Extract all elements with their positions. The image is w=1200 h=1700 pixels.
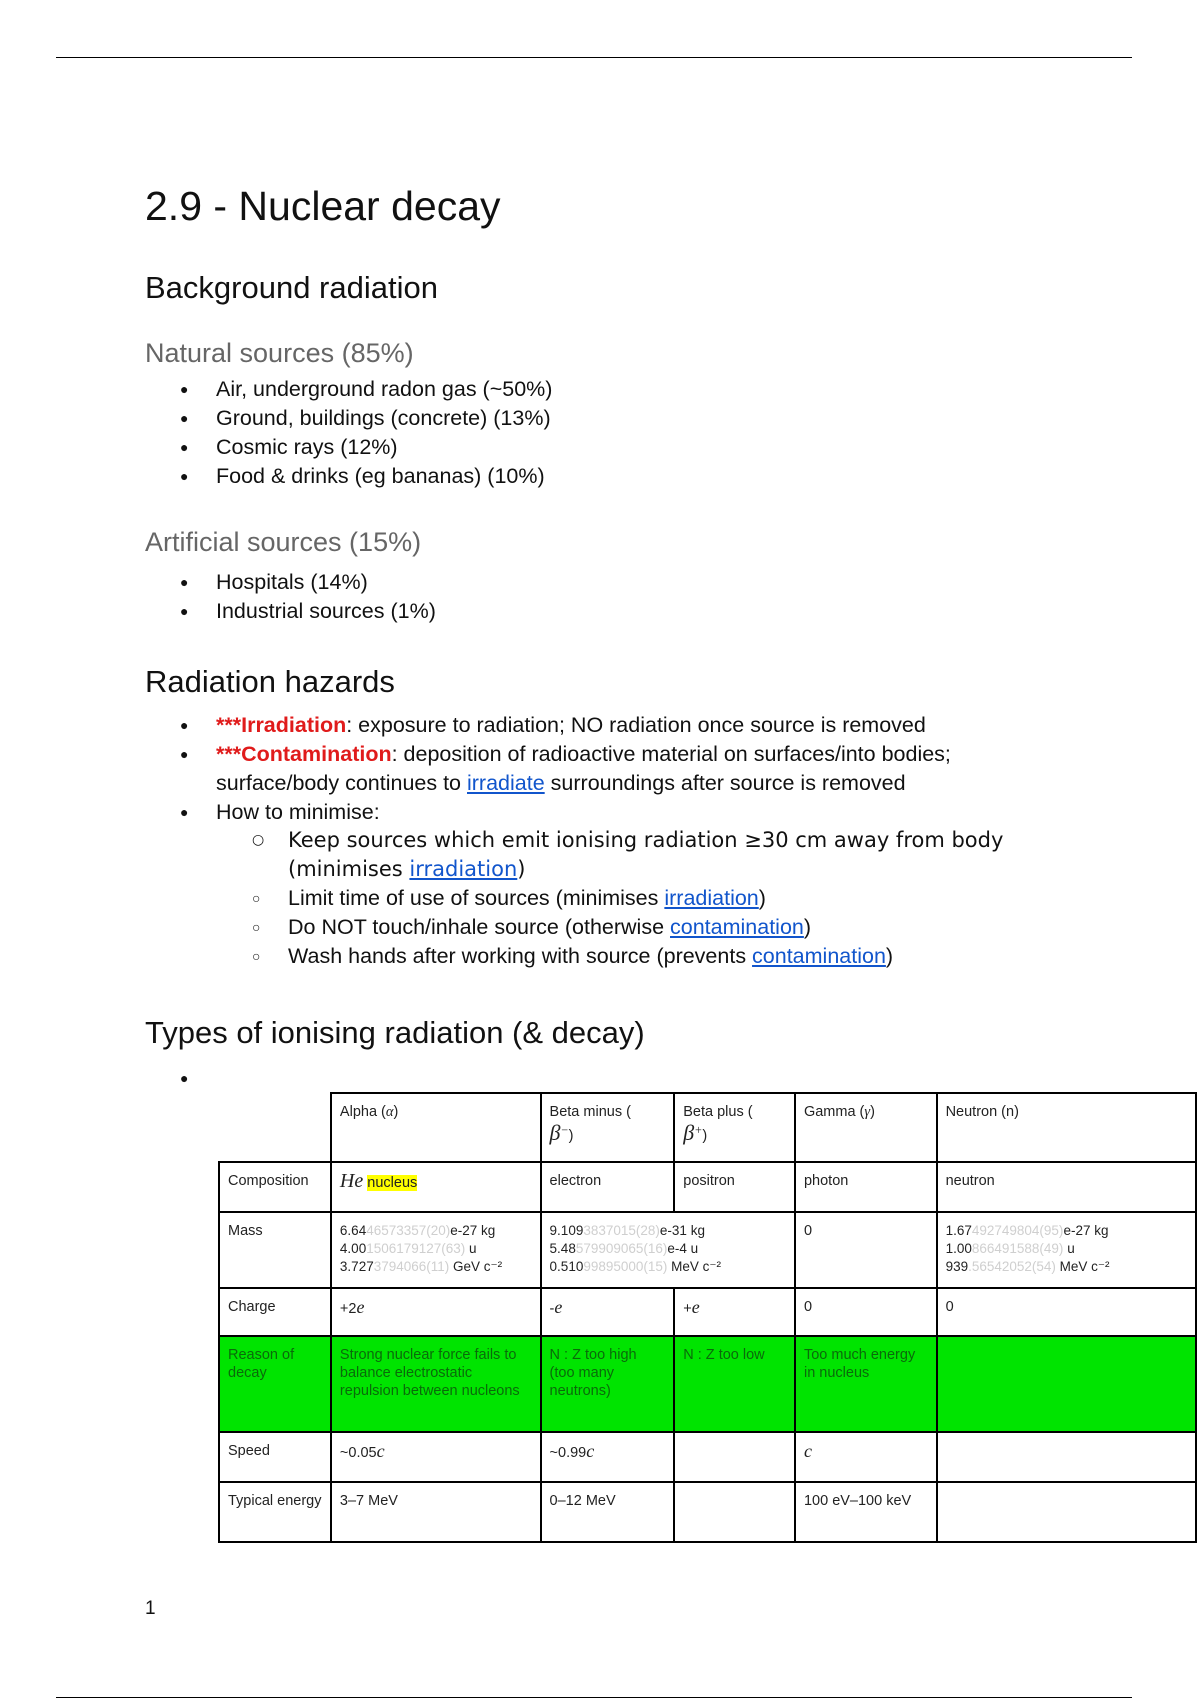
cell: photon	[795, 1162, 937, 1212]
table-row-speed	[219, 1432, 1196, 1482]
list-item: ○ Wash hands after working with source (prevents contamination)	[144, 942, 1003, 971]
table-row-charge	[219, 1288, 1196, 1336]
cell: 6.6446573357(20)e-27 kg 4.001506179127(63) u 3.7273794066(11) GeV c⁻²	[331, 1212, 541, 1288]
cell: +2e	[331, 1288, 541, 1336]
subheading-natural-sources: Natural sources (85%)	[145, 338, 414, 368]
row-label: Speed	[219, 1432, 331, 1482]
bottom-rule	[56, 1697, 1132, 1698]
section-heading-hazards: Radiation hazards	[145, 664, 395, 699]
term-contamination: ***Contamination	[216, 742, 392, 766]
cell: 1.67492749804(95)e-27 kg 1.00866491588(49) u 939.56542052(54) MeV c⁻²	[937, 1212, 1196, 1288]
header-neutron: Neutron (n)	[937, 1093, 1196, 1162]
highlighted-text: nucleus	[367, 1175, 418, 1191]
cell	[937, 1432, 1196, 1482]
definition-text: surface/body continues to	[216, 771, 467, 795]
radiation-types-table	[218, 1092, 1197, 1543]
cell	[937, 1482, 1196, 1542]
cell: 100 eV–100 keV	[795, 1482, 937, 1542]
cell: positron	[674, 1162, 795, 1212]
header-beta-minus: Beta minus ( β−)	[541, 1093, 675, 1162]
helium-symbol: He	[339, 1170, 364, 1192]
cell: 9.1093837015(28)e-31 kg 5.48579909065(16)e-4 u 0.51099895000(15) MeV c⁻²	[541, 1212, 795, 1288]
page-title: 2.9 - Nuclear decay	[145, 183, 501, 229]
cell: N : Z too high (too many neutrons)	[541, 1336, 675, 1432]
cell: +e	[674, 1288, 795, 1336]
empty-list-item	[144, 1064, 222, 1093]
header-alpha: Alpha (α)	[331, 1093, 541, 1162]
cell: Strong nuclear force fails to balance electrostatic repulsion between nucleons	[331, 1336, 541, 1432]
cell: 3–7 MeV	[331, 1482, 541, 1542]
beta-symbol: β	[549, 1119, 561, 1145]
top-rule	[56, 57, 1132, 58]
row-label: Reason of decay	[219, 1336, 331, 1432]
irradiation-link[interactable]: irradiation	[409, 857, 518, 881]
natural-sources-list	[144, 375, 552, 491]
list-item: ● Air, underground radon gas (~50%)	[144, 375, 552, 404]
list-item-contamination	[144, 740, 951, 798]
list-item: ● Industrial sources (1%)	[144, 597, 436, 626]
term-irradiation: ***Irradiation	[216, 713, 347, 737]
cell: -e	[541, 1288, 675, 1336]
table-row-composition	[219, 1162, 1196, 1212]
list-item: ● Cosmic rays (12%)	[144, 433, 552, 462]
cell: 0	[795, 1288, 937, 1336]
cell: ~0.99c	[541, 1432, 675, 1482]
alpha-symbol: α	[385, 1104, 394, 1120]
list-item: ○ Keep sources which emit ionising radiation ≥30 cm away from body (minimises irradiation)	[144, 826, 1003, 884]
cell: 0	[795, 1212, 937, 1288]
hazards-list	[144, 711, 951, 827]
header-gamma: Gamma (γ)	[795, 1093, 937, 1162]
table-row-energy	[219, 1482, 1196, 1542]
contamination-link[interactable]: contamination	[752, 944, 886, 968]
table-row-mass	[219, 1212, 1196, 1288]
cell: neutron	[937, 1162, 1196, 1212]
cell	[674, 1482, 795, 1542]
definition-text: : deposition of radioactive material on surfaces/into bodies;	[391, 742, 951, 766]
row-label: Typical energy	[219, 1482, 331, 1542]
contamination-link[interactable]: contamination	[670, 915, 804, 939]
table-header-row	[219, 1093, 1196, 1162]
cell: electron	[541, 1162, 675, 1212]
definition-text: surroundings after source is removed	[544, 771, 906, 795]
beta-symbol: β	[683, 1119, 695, 1145]
list-item: ● Hospitals (14%)	[144, 568, 436, 597]
cell: ~0.05c	[331, 1432, 541, 1482]
list-item: ● Food & drinks (eg bananas) (10%)	[144, 462, 552, 491]
list-item: ○ Do NOT touch/inhale source (otherwise contamination)	[144, 913, 1003, 942]
cell: 0–12 MeV	[541, 1482, 675, 1542]
types-bullet	[144, 1064, 222, 1093]
row-label: Charge	[219, 1288, 331, 1336]
row-label: Composition	[219, 1162, 331, 1212]
section-heading-background: Background radiation	[145, 270, 438, 305]
irradiation-link[interactable]: irradiation	[664, 886, 759, 910]
cell	[937, 1336, 1196, 1432]
gamma-symbol: γ	[864, 1104, 871, 1120]
minimise-list	[144, 826, 1003, 971]
cell: 0	[937, 1288, 1196, 1336]
table-row-reason	[219, 1336, 1196, 1432]
cell: Too much energy in nucleus	[795, 1336, 937, 1432]
cell	[674, 1432, 795, 1482]
section-heading-types: Types of ionising radiation (& decay)	[145, 1015, 645, 1050]
table-corner	[219, 1093, 331, 1162]
page-number: 1	[145, 1598, 156, 1619]
list-item-irradiation	[144, 711, 951, 740]
cell: c	[795, 1432, 937, 1482]
list-item-minimise: ● How to minimise:	[144, 798, 951, 827]
list-item: ○ Limit time of use of sources (minimises irradiation)	[144, 884, 1003, 913]
definition-text: : exposure to radiation; NO radiation once source is removed	[346, 713, 926, 737]
cell: N : Z too low	[674, 1336, 795, 1432]
cell	[331, 1162, 541, 1212]
list-item: ● Ground, buildings (concrete) (13%)	[144, 404, 552, 433]
subheading-artificial-sources: Artificial sources (15%)	[145, 527, 422, 557]
artificial-sources-list	[144, 568, 436, 626]
irradiate-link[interactable]: irradiate	[467, 771, 545, 795]
header-beta-plus: Beta plus ( β+)	[674, 1093, 795, 1162]
row-label: Mass	[219, 1212, 331, 1288]
